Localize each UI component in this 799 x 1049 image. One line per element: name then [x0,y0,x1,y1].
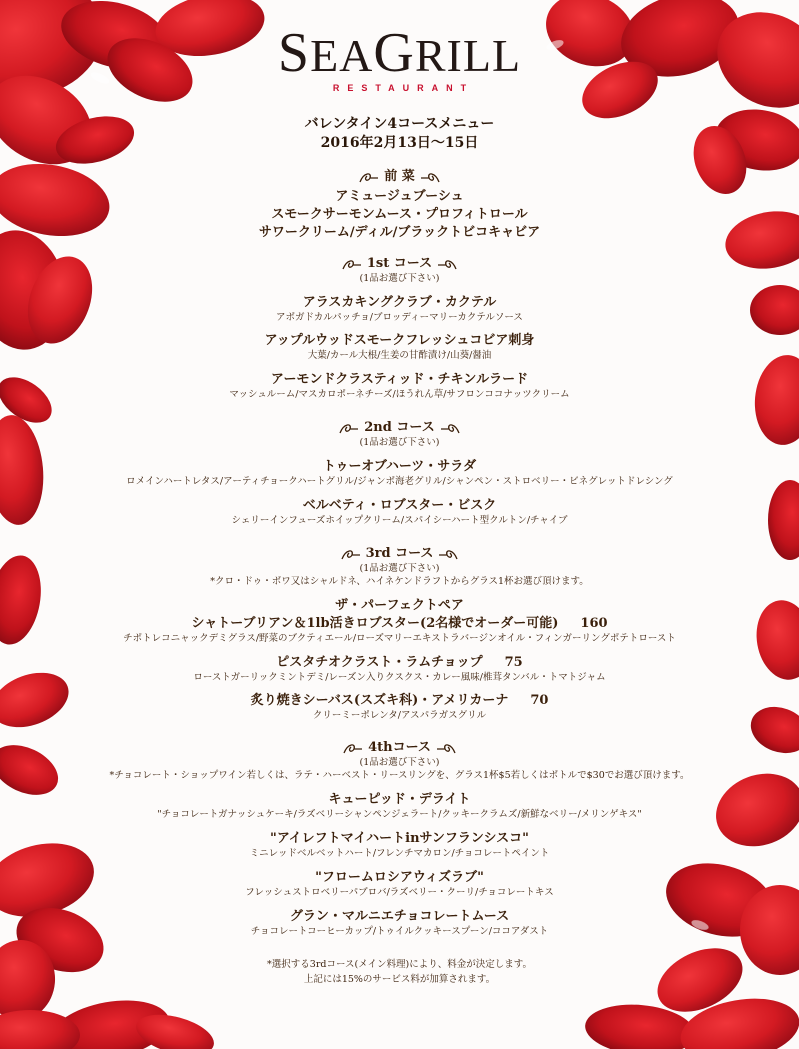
course1-heading [0,252,799,271]
ornament-left-icon [342,741,364,755]
course4-item-name: "フロームロシアウィズラブ" [315,870,484,885]
course3-perfect-pair: ザ・パーフェクトペア [335,598,464,613]
ornament-right-icon [437,547,459,561]
ornament-right-icon [435,741,457,755]
menu-dates: 2016年2月13日〜15日 [320,135,479,151]
logo-word1: EA [310,30,374,81]
footer-note: 上記には15%のサービス料が加算されます。 [303,974,496,985]
course3-heading-text: 3rd コース [365,546,434,561]
course3-heading [0,542,799,561]
course3-item-desc: クリーミーポレンタ/アスパラガスグリル [312,710,487,721]
course4-item-name: グラン・マルニエチョコレートムース [289,909,510,924]
course2-item-name: ベルベティ・ロブスター・ビスク [302,498,497,513]
course3-item-name [0,689,799,708]
restaurant-logo [0,22,799,93]
course2-heading-text: 2nd コース [364,420,435,435]
course4-item-desc: チョコレートコーヒーカップ/トゥイルクッキースプーン/ココアダスト [250,926,549,937]
ornament-right-icon [439,421,461,435]
ornament-left-icon [338,421,360,435]
course3-item-desc: ローストガーリックミントデミ/レーズン入りクスクス・カレー風味/椎茸タンバル・トマトジャム [193,672,606,683]
appetizer-heading [0,165,799,184]
menu-title: バレンタイン4コースメニュー [304,116,495,132]
course3-item-name [0,651,799,670]
course1-item-name: アーモンドクラスティッド・チキンルラード [270,372,529,387]
ornament-left-icon [340,547,362,561]
course1-heading-text: 1st コース [366,256,433,271]
ornament-left-icon [341,257,363,271]
course3-note: (1品お選び下さい) [359,563,440,574]
item-price: 75 [504,655,523,670]
course3-item-desc: チポトレコニャックデミグラス/野菜のブクティエール/ローズマリーエキストラバージンオイル・フィンガーリングポテトロースト [123,633,676,644]
item-price: 70 [530,693,549,708]
course2-item-desc: ロメインハートレタス/アーティチョークハートグリル/ジャンボ海老グリル/シャンペン・ストロベリー・ビネグレットドレシング [126,476,673,487]
course3-wine-note: *クロ・ドゥ・ボワ又はシャルドネ、ハイネケンドラフトからグラス1杯お選び頂けます。 [210,576,589,587]
ornament-right-icon [419,170,441,184]
footer-note: *選択する3rdコース(メイン料理)により、料金が決定します。 [267,959,532,970]
course1-note: (1品お選び下さい) [359,273,440,284]
course1-item-desc: マッシュルーム/マスカロポーネチーズ/ほうれん草/サフロンココナッツクリーム [229,389,570,400]
course2-item-desc: シェリーインフューズホイップクリーム/スパイシーハート型クルトン/チャイブ [231,515,568,526]
course3-item-name [0,612,799,631]
item-name: シャトーブリアン＆1lb活きロブスター(2名様でオーダー可能) [191,616,559,631]
appetizer-item: アミュージュブーシュ [335,189,464,204]
appetizer-item: スモークサーモンムース・プロフィトロール [271,207,528,222]
course1-item-name: アップルウッドスモークフレッシュコビア刺身 [264,333,535,348]
course4-item-name: "アイレフトマイハートinサンフランシスコ" [270,831,529,846]
appetizer-heading-text: 前 菜 [384,169,415,184]
course1-item-desc: アボガドカルパッチョ/ブロッディーマリーカクテルソース [276,312,523,323]
course4-heading-text: 4thコース [368,740,431,755]
logo-wordmark: SEAGRILL [277,22,522,84]
course4-heading [0,736,799,755]
course4-item-desc: フレッシュストロベリーパブロバ/ラズベリー・クーリ/チョコレートキス [245,887,554,898]
ornament-right-icon [436,257,458,271]
course4-item-desc: "チョコレートガナッシュケーキ/ラズベリーシャンペンジェラート/クッキークラムズ/新鮮なベリー/メリンゲキス" [157,809,642,820]
course4-wine-note: *チョコレート・ショップワイン若しくは、ラテ・ハーベスト・リースリングを、グラス1杯$5若しくはボトルで$30でお選び頂けます。 [109,770,690,781]
course2-note: (1品お選び下さい) [359,437,440,448]
course4-note: (1品お選び下さい) [359,757,440,768]
ornament-left-icon [358,170,380,184]
course4-item-name: キューピッド・デライト [328,792,471,807]
logo-word2: RILL [414,30,522,81]
course1-item-name: アラスカキングクラブ・カクテル [302,295,497,310]
item-name: ピスタチオクラスト・ラムチョップ [276,655,483,670]
course2-heading [0,416,799,435]
item-price: 160 [580,616,608,631]
course2-item-name: トゥーオブハーツ・サラダ [322,459,477,474]
appetizer-item: サワークリーム/ディル/ブラックトビコキャビア [258,225,541,240]
course1-item-desc: 大葉/カール大根/生姜の甘酢漬け/山葵/醤油 [307,350,492,361]
course4-item-desc: ミニレッドベルベットハート/フレンチマカロン/チョコレートペイント [249,848,550,859]
logo-subtitle: RESTAURANT [332,83,475,93]
item-name: 炙り焼きシーバス(スズキ科)・アメリカーナ [250,693,509,708]
